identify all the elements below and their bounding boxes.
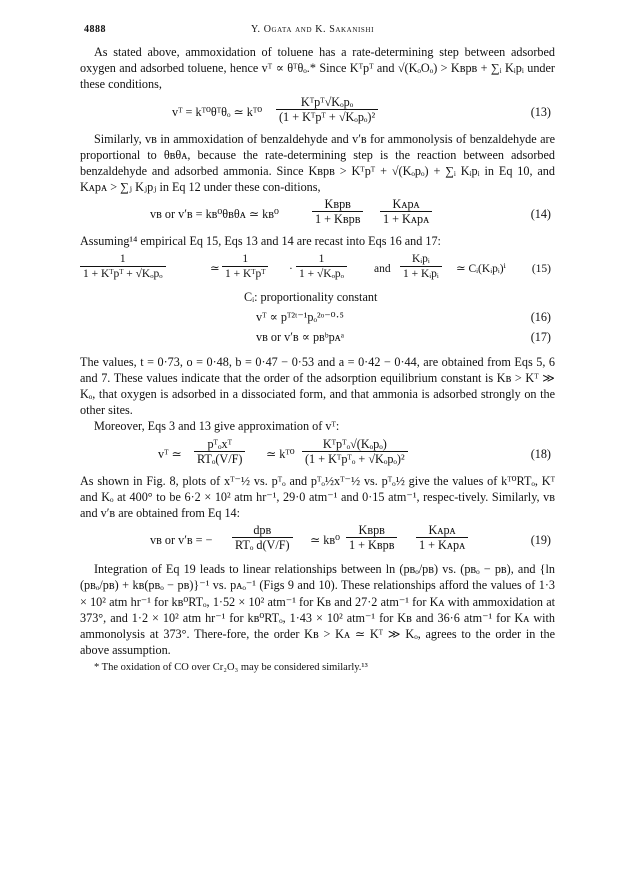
page-number: 4888 xyxy=(84,24,106,35)
eq14-f2-num: Kᴀpᴀ xyxy=(380,197,432,212)
eq14-fraction-1 xyxy=(312,197,363,226)
equation-14 xyxy=(80,197,555,231)
eq15-f3-den: 1 + √Kₒpₒ xyxy=(299,267,344,280)
eq15-fraction-3 xyxy=(296,252,347,281)
paragraph-6: As shown in Fig. 8, plots of xᵀ⁻½ vs. pᵀₒ and pᵀₒ½xᵀ⁻½ vs. pᵀₒ½ give the values of kᵀ⁰RTₒ, Kᵀ and Kₒ at 400° to be 6·2 × 10² atm hr⁻¹, 29·0 atm⁻¹ and 0·15 atm⁻¹, respec-tively. Similarly, vʙ and v′ʙ are obtained from Eq 14: xyxy=(80,473,555,521)
eq19-f3-num: Kᴀpᴀ xyxy=(416,523,468,538)
eq15-fraction-1 xyxy=(80,252,166,281)
eq14-fraction-2 xyxy=(380,197,432,226)
eq18-f1-num: pᵀₒxᵀ xyxy=(194,437,245,452)
eq15-f2-den: 1 + Kᵀpᵀ xyxy=(225,267,266,280)
eq14-f1-den: 1 + Kʙpʙ xyxy=(315,212,361,227)
eq13-number: (13) xyxy=(530,104,551,119)
eq19-f2-den: 1 + Kʙpʙ xyxy=(349,538,395,553)
eq16-text: vᵀ ∝ pᵀ²ᵗ⁻¹pₒ²ᵒ⁻⁰·⁵ xyxy=(256,309,344,324)
eq18-f2-den: (1 + Kᵀpᵀₒ + √Kₒpₒ)² xyxy=(305,451,405,466)
equation-13 xyxy=(80,95,555,129)
constant-definition xyxy=(80,288,555,308)
eq18-f1-den: RTₒ(V/F) xyxy=(197,451,243,466)
eq15-rhs: ≃ Cᵢ(Kᵢpᵢ)ⁱ xyxy=(456,262,506,275)
eq15-fraction-2 xyxy=(222,252,268,281)
equation-19 xyxy=(80,523,555,557)
eq13-denominator: (1 + Kᵀpᵀ + √Kₒpₒ)² xyxy=(279,109,376,124)
equation-15 xyxy=(80,252,555,286)
footnote: * The oxidation of CO over Cr₂O₃ may be considered similarly.¹³ xyxy=(94,662,368,674)
running-title: Y. Ogata and K. Sakanishi xyxy=(250,24,375,35)
eq15-f3-num: 1 xyxy=(296,252,347,267)
page-header xyxy=(84,22,541,38)
eq14-f2-den: 1 + Kᴀpᴀ xyxy=(383,212,430,227)
equation-16 xyxy=(80,308,555,328)
eq15-f2-num: 1 xyxy=(222,252,268,267)
article-body xyxy=(80,44,555,677)
eq19-mid: ≃ kʙ⁰ xyxy=(310,533,340,548)
eq16-number: (16) xyxy=(530,309,551,324)
eq19-f2-num: Kʙpʙ xyxy=(346,523,397,538)
eq19-fraction-2 xyxy=(346,523,397,552)
eq18-lhs: vᵀ ≃ xyxy=(158,446,182,461)
equation-18 xyxy=(80,437,555,471)
paragraph-2: Similarly, vʙ in ammoxidation of benzaldehyde and v′ʙ for ammonolysis of benzaldehyde are proportional to θʙθᴀ, because the rate-determining step is the reaction between adsorbed benzaldehyde and adsorbed ammonia. Since Kʙpʙ > Kᵀpᵀ + √(Kₒpₒ) + ∑ᵢ Kᵢpᵢ in Eq 10, and Kᴀpᴀ > ∑ⱼ Kⱼpⱼ in Eq 12 under these con-ditions, xyxy=(80,131,555,195)
eq19-f3-den: 1 + Kᴀpᴀ xyxy=(419,538,466,553)
paragraph-3: Assuming¹⁴ empirical Eq 15, Eqs 13 and 14 are recast into Eqs 16 and 17: xyxy=(80,234,441,249)
eq14-lhs: vʙ or v′ʙ = kʙ⁰θʙθᴀ ≃ kʙ⁰ xyxy=(150,207,279,222)
eq19-fraction-1 xyxy=(232,523,293,552)
eq19-f1-den: RTₒ d(V/F) xyxy=(235,538,290,553)
eq13-fraction xyxy=(276,95,378,124)
eq15-approx: ≃ xyxy=(210,262,220,275)
eq17-number: (17) xyxy=(530,329,551,344)
eq15-f4-den: 1 + Kᵢpᵢ xyxy=(403,267,439,280)
paragraph-4: The values, t = 0·73, o = 0·48, b = 0·47 − 0·53 and a = 0·42 − 0·44, are obtained from Eqs 5, 6 and 7. These values indicate that the order of the adsorption equilibrium constant is Kʙ > Kᵀ ≫ Kₒ, that oxygen is adsorbed in a dissociated form, and that ammonia is adsorbed strongly on the other sites. xyxy=(80,354,555,418)
eq18-mid: ≃ kᵀ⁰ xyxy=(266,446,295,461)
eq15-fraction-4 xyxy=(400,252,442,281)
eq19-number: (19) xyxy=(530,533,551,548)
eq19-lhs: vʙ or v′ʙ = − xyxy=(150,533,213,548)
eq15-f1-num: 1 xyxy=(80,252,166,267)
constant-label: Cᵢ: proportionality constant xyxy=(244,289,378,304)
eq17-text: vʙ or v′ʙ ∝ pʙᵇpᴀᵃ xyxy=(256,329,345,344)
eq15-dot: · xyxy=(289,262,293,275)
eq14-number: (14) xyxy=(530,207,551,222)
paragraph-5: Moreover, Eqs 3 and 13 give approximation of vᵀ: xyxy=(94,419,340,434)
eq13-lhs: vᵀ = kᵀ⁰θᵀθₒ ≃ kᵀ⁰ xyxy=(172,104,263,119)
eq18-fraction-2 xyxy=(302,437,408,466)
eq14-f1-num: Kʙpʙ xyxy=(312,197,363,212)
eq15-and: and xyxy=(374,262,391,275)
eq15-f4-num: Kᵢpᵢ xyxy=(400,252,442,267)
eq15-f1-den: 1 + Kᵀpᵀ + √Kₒpₒ xyxy=(83,267,163,280)
eq18-f2-num: Kᵀpᵀₒ√(Kₒpₒ) xyxy=(302,437,408,452)
paragraph-7: Integration of Eq 19 leads to linear relationships between ln (pʙₒ/pʙ) vs. (pʙₒ − pʙ), and {ln (pʙₒ/pʙ) + kʙ(pʙₒ − pʙ)}⁻¹ vs. pᴀₒ⁻¹ (Figs 9 and 10). These relationships afford the values of 1·3 × 10² atm hr⁻¹ for kʙ⁰RTₒ, 1·52 × 10² atm⁻¹ for Kʙ and 27·2 atm⁻¹ for Kᴀ with ammoxidation at 373°, and 1·2 × 10² atm hr⁻¹ for kʙ⁰RTₒ, 1·43 × 10² atm⁻¹ for Kʙ and 36·6 atm⁻¹ for Kᴀ with ammonolysis at 373°. There-fore, the order Kʙ > Kᴀ ≃ Kᵀ ≫ Kₒ, agrees to the order in the above assumption. xyxy=(80,562,555,658)
eq15-number: (15) xyxy=(531,262,551,275)
eq18-number: (18) xyxy=(530,446,551,461)
eq19-f1-num: dpʙ xyxy=(232,523,293,538)
equation-17 xyxy=(80,328,555,348)
paragraph-1: As stated above, ammoxidation of toluene has a rate-determining step between adsorbed oxygen and adsorbed toluene, hence vᵀ ∝ θᵀθₒ.* Since Kᵀpᵀ and √(KₒOₒ) > Kʙpʙ + ∑ᵢ Kᵢpᵢ under these conditions, xyxy=(80,45,555,92)
eq19-fraction-3 xyxy=(416,523,468,552)
eq13-numerator: Kᵀpᵀ√Kₒpₒ xyxy=(276,95,378,110)
eq18-fraction-1 xyxy=(194,437,245,466)
